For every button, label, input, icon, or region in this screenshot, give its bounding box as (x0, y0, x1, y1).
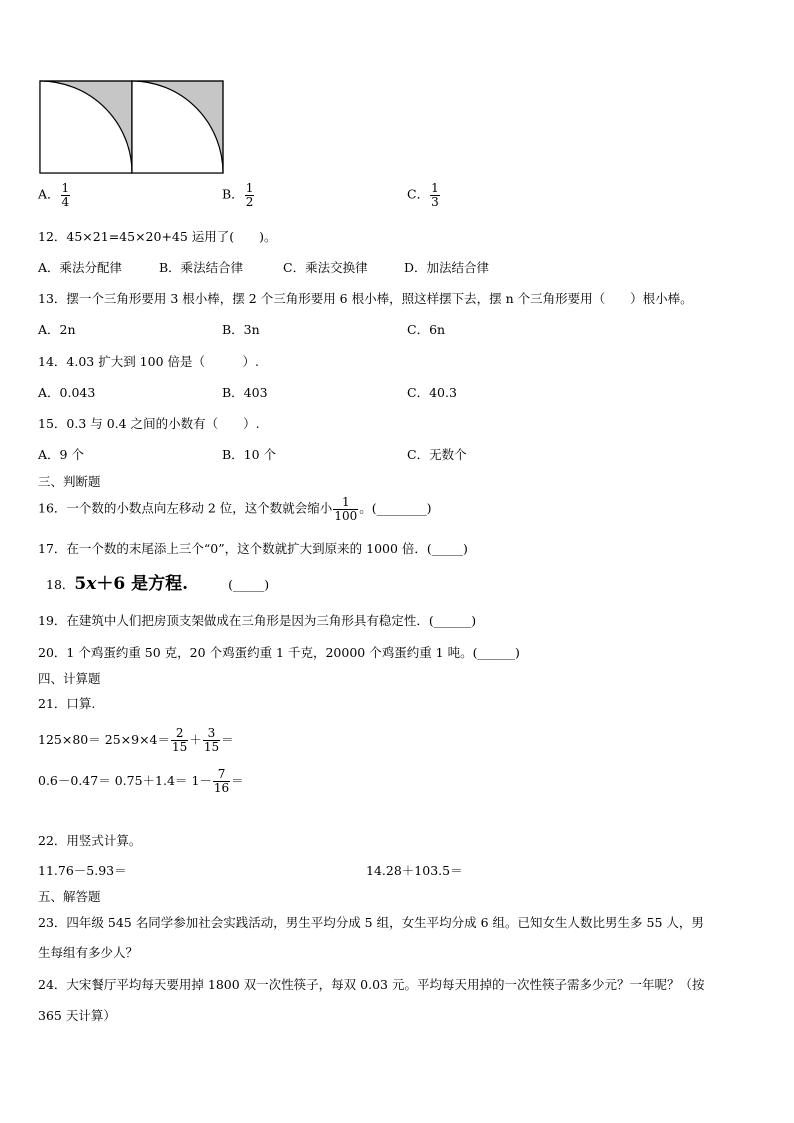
left-square (40, 81, 132, 173)
oral-calc-item: 25×9×4＝ (104, 731, 171, 747)
q18-expression: 5x＋6 是方程. (74, 574, 189, 594)
q15-option-a[interactable]: A．9 个 (38, 447, 84, 462)
q18-text (46, 576, 269, 593)
q13-option-c[interactable]: C．6n (407, 322, 446, 337)
right-square (132, 81, 223, 173)
q16-answer-blank[interactable]: 。(________) (359, 500, 432, 516)
q11-option-c[interactable] (407, 182, 441, 208)
oral-calc-item: 125×80＝ (38, 731, 101, 747)
q21-title: 21．口算. (38, 696, 96, 711)
q24-line-1: 24．大宋餐厅平均每天要用掉 1800 双一次性筷子，每双 0.03 元。平均每天用掉的一次性筷子需多少元？一年呢？（按 (38, 977, 705, 992)
q22-item-b: 14.28＋103.5＝ (366, 863, 463, 878)
q14-option-a[interactable]: A．0.043 (38, 385, 96, 400)
q13-text: 13．摆一个三角形要用 3 根小棒，摆 2 个三角形要用 6 根小棒，照这样摆下去，摆 n 个三角形要用（ ）根小棒。 (38, 291, 693, 306)
q12-text: 12．45×21=45×20+45 运用了( )。 (38, 229, 277, 244)
option-label: B． (222, 186, 244, 202)
fraction: $\frac{1}{4}$ (61, 181, 70, 209)
equals-sign: ＝ (231, 772, 244, 788)
q24-line-2: 365 天计算） (38, 1008, 116, 1023)
q14-text: 14．4.03 扩大到 100 倍是（ ）. (38, 354, 259, 369)
q19-text: 19．在建筑中人们把房顶支架做成在三角形是因为三角形具有稳定性．(______) (38, 613, 477, 628)
fraction: $\frac{3}{15}$ (203, 726, 220, 754)
q12-option-b[interactable]: B．乘法结合律 (159, 260, 244, 275)
fraction: $\frac{1}{100}$ (334, 495, 358, 523)
oral-calc-item: 0.6－0.47＝ (38, 772, 111, 788)
q11-option-a[interactable] (38, 182, 71, 208)
q12-option-c[interactable]: C．乘法交换律 (283, 260, 368, 275)
equals-sign: ＝ (221, 731, 234, 747)
option-label: C． (407, 186, 430, 202)
q14-option-b[interactable]: B．403 (222, 385, 268, 400)
q21-row-1 (38, 727, 234, 753)
q12-option-a[interactable]: A．乘法分配律 (38, 260, 123, 275)
q18-answer-blank[interactable]: (_____) (228, 577, 270, 592)
q15-option-c[interactable]: C．无数个 (407, 447, 467, 462)
fraction: $\frac{1}{3}$ (431, 181, 439, 209)
oral-calc-item: 0.75＋1.4＝ (114, 772, 188, 788)
q12-option-d[interactable]: D．加法结合律 (404, 260, 490, 275)
oral-calc-item: 1－ (191, 772, 212, 788)
q16-text (38, 496, 431, 522)
q16-before: 16．一个数的小数点向左移动 2 位，这个数就会缩小 (38, 500, 333, 516)
q15-text: 15．0.3 与 0.4 之间的小数有（ ）. (38, 416, 260, 431)
q23-line-2: 生每组有多少人？ (38, 945, 139, 960)
q13-option-b[interactable]: B．3n (222, 322, 260, 337)
q14-option-c[interactable]: C．40.3 (407, 385, 457, 400)
q23-line-1: 23．四年级 545 名同学参加社会实践活动，男生平均分成 5 组，女生平均分成 6 组。已知女生人数比男生多 55 人，男 (38, 915, 704, 930)
q20-text: 20．1 个鸡蛋约重 50 克，20 个鸡蛋约重 1 千克，20000 个鸡蛋约重 1 吨。(______) (38, 645, 520, 660)
section-heading-judgement: 三、判断题 (38, 474, 101, 489)
q13-option-a[interactable]: A．2n (38, 322, 76, 337)
q22-item-a: 11.76－5.93＝ (38, 863, 127, 878)
option-label: A． (38, 186, 60, 202)
fraction: $\frac{1}{2}$ (245, 181, 254, 209)
q17-text: 17．在一个数的末尾添上三个“0”，这个数就扩大到原来的 1000 倍．(_____) (38, 541, 468, 556)
quarter-circle-figure (39, 80, 225, 174)
section-heading-word-problems: 五、解答题 (38, 889, 101, 904)
q18-number: 18． (46, 577, 75, 592)
q21-row-2 (38, 768, 244, 794)
fraction: $\frac{2}{15}$ (172, 726, 188, 754)
q11-option-b[interactable] (222, 182, 255, 208)
section-heading-calculation: 四、计算题 (38, 671, 101, 686)
q22-title: 22．用竖式计算。 (38, 833, 142, 848)
fraction: $\frac{7}{16}$ (213, 767, 230, 795)
q15-option-b[interactable]: B．10 个 (222, 447, 277, 462)
plus-sign: ＋ (189, 731, 202, 747)
